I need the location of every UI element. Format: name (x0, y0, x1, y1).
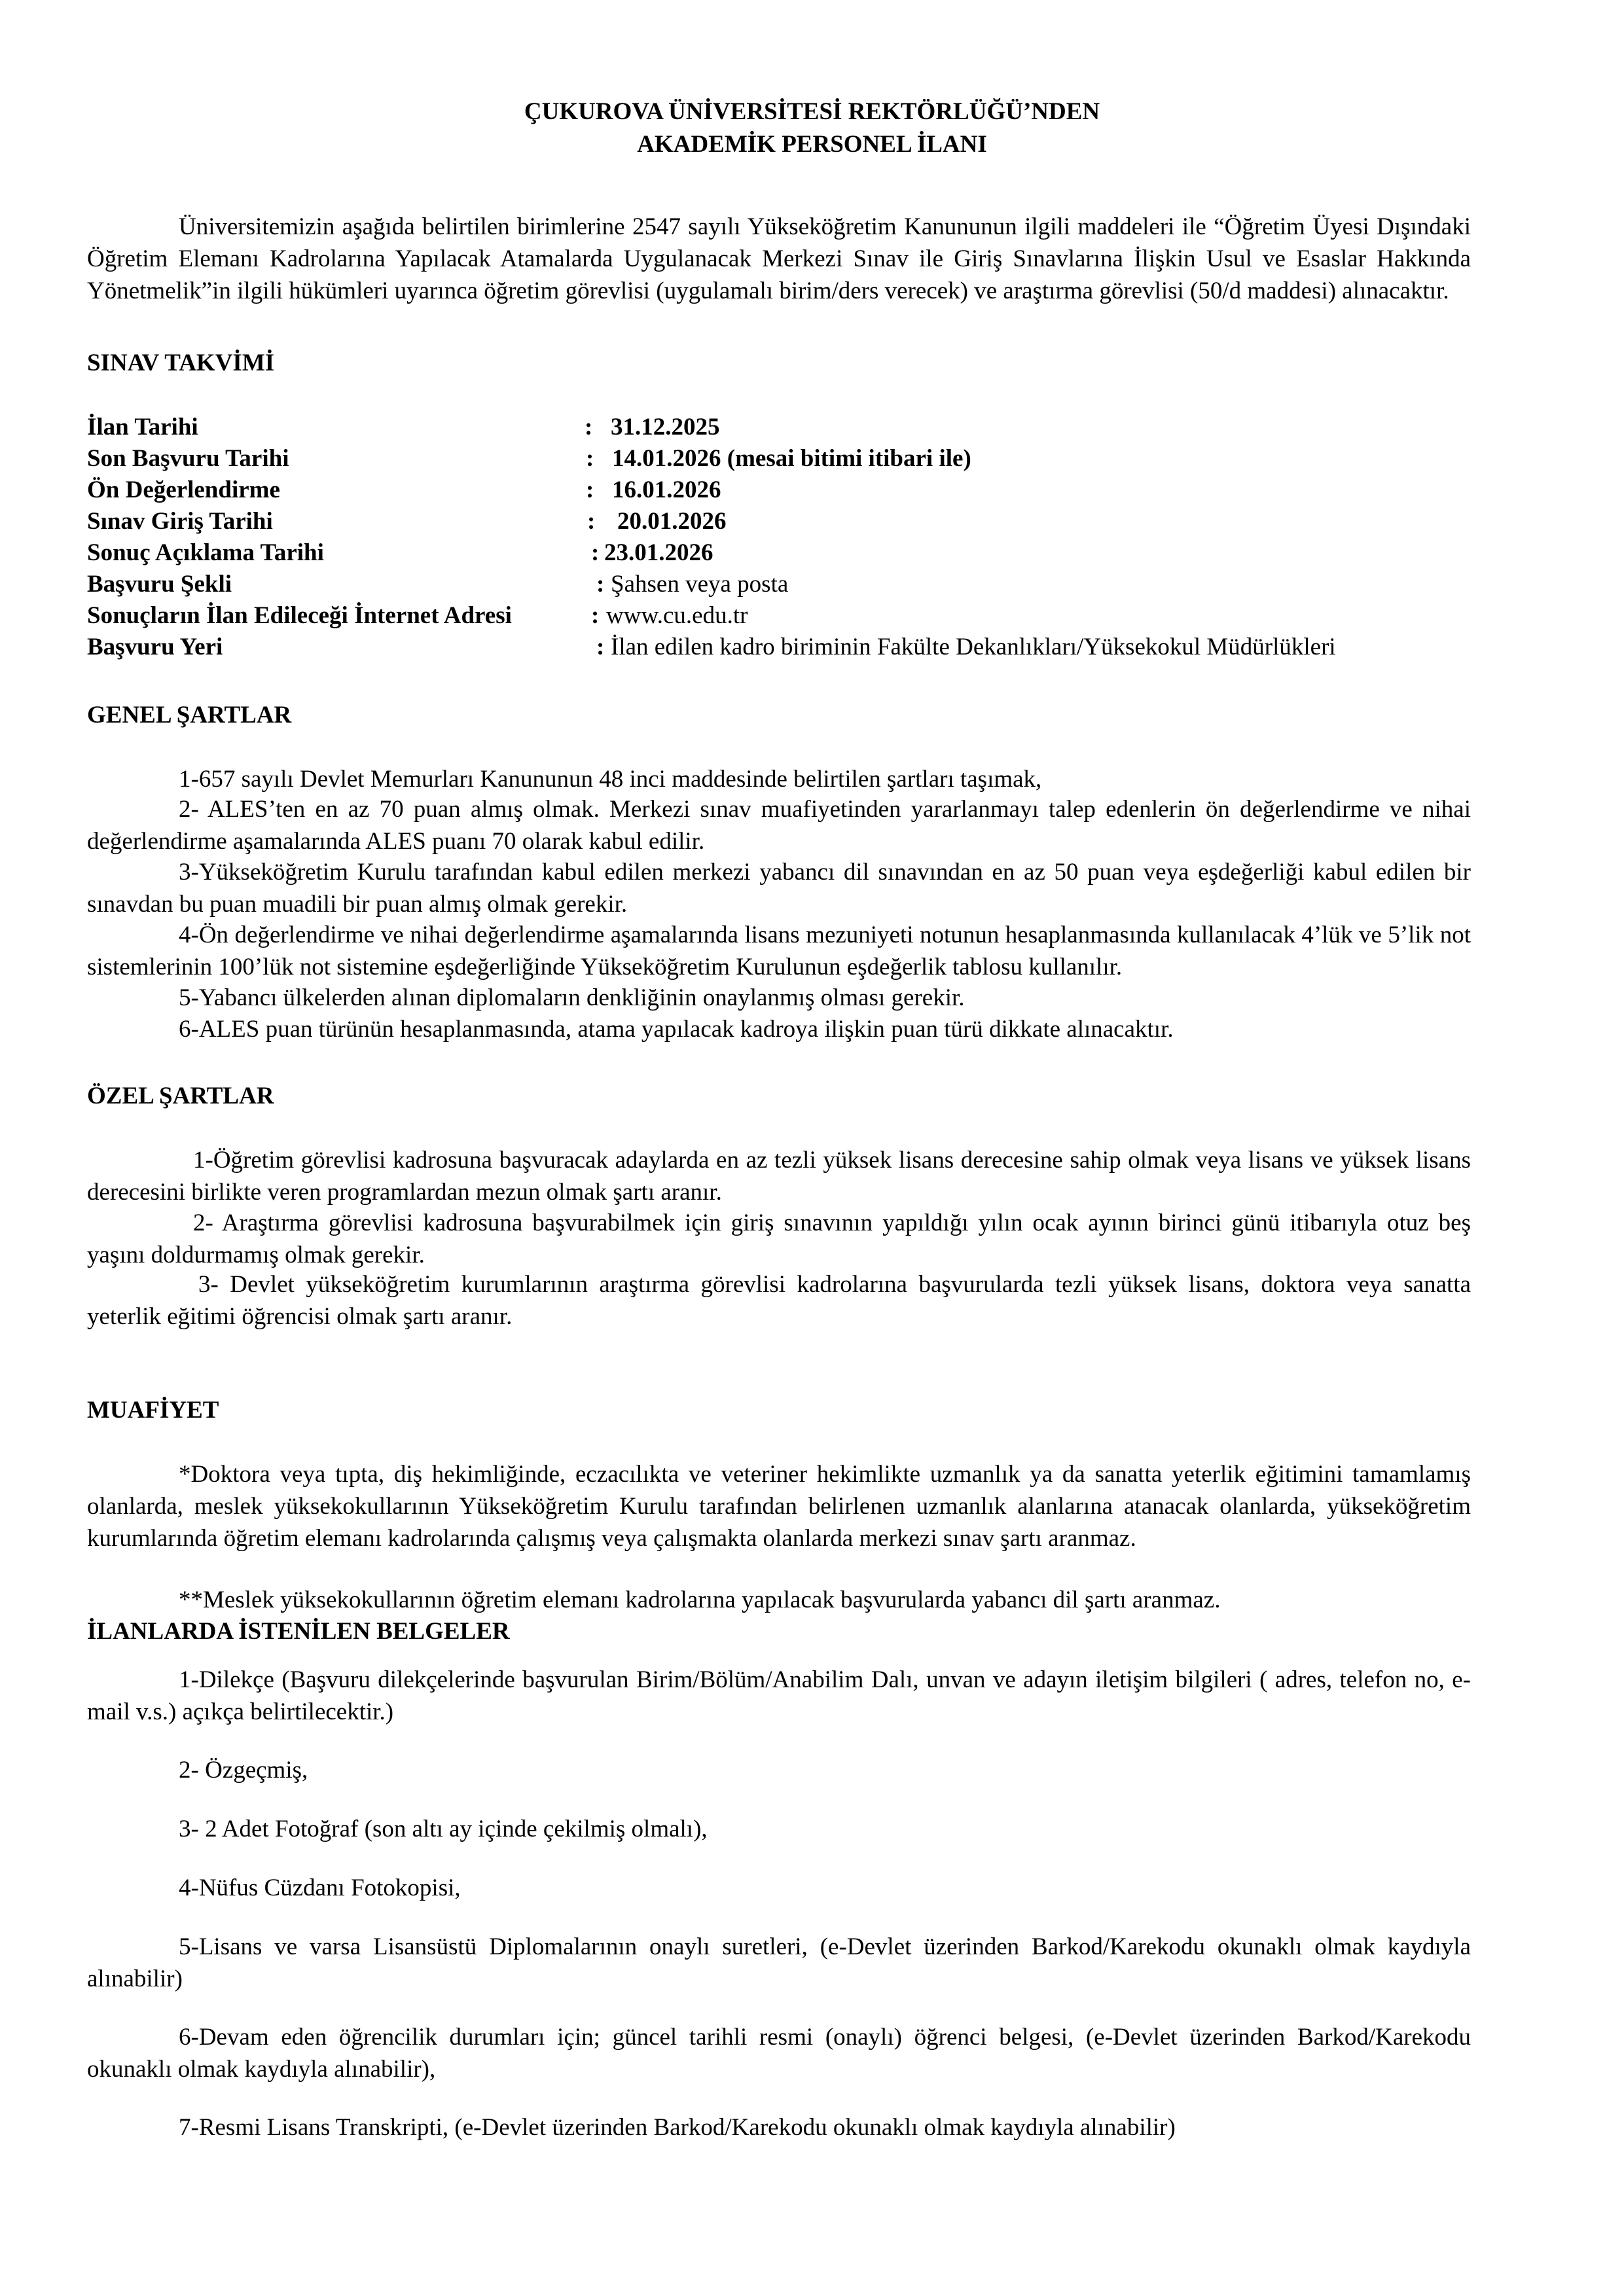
document-item: 2- Özgeçmiş, (179, 1757, 308, 1784)
general-condition-item: 2- ALES’ten en az 70 puan almış olmak. Merkezi sınav muafiyetinden yararlanmayı talep edenlerin ön değerlendirme ve nihai değerlendirme aşamalarında ALES puanı 70 olarak kabul edilir. (87, 796, 1471, 855)
calendar-value: İlan edilen kadro biriminin Fakülte Dekanlıkları/Yüksekokul Müdürlükleri (611, 634, 1336, 660)
calendar-value: 20.01.2026 (617, 508, 727, 535)
general-condition-item: 5-Yabancı ülkelerden alınan diplomaların denkliğinin onaylanmış olması gerekir. (179, 984, 965, 1011)
calendar-separator: : (591, 539, 600, 566)
page-title-line2: AKADEMİK PERSONEL İLANI (637, 131, 987, 158)
calendar-separator: : (596, 634, 605, 660)
general-conditions-heading: GENEL ŞARTLAR (87, 702, 292, 728)
calendar-value: 14.01.2026 (mesai bitimi itibari ile) (612, 445, 971, 472)
intro-paragraph: Üniversitemizin aşağıda belirtilen birimlerine 2547 sayılı Yükseköğretim Kanununun ilgili maddeleri ile “Öğretim Üyesi Dışındaki Öğretim Elemanı Kadrolarına Yapılacak Atamalarda Uygulanacak Merkezi Sınav ile Giriş Sınavlarına İlişkin Usul ve Esaslar Hakkında Yönetmelik”in ilgili hükümleri uyarınca öğretim görevlisi (uygulamalı birim/ders verecek) ve araştırma görevlisi (50/d maddesi) alınacaktır. (87, 213, 1471, 304)
special-condition-item: 2- Araştırma görevlisi kadrosuna başvurabilmek için giriş sınavının yapıldığı yılın ocak ayının birinci günü itibarıyla otuz beş yaşını doldurmamış olmak gerekir. (87, 1210, 1471, 1268)
document-item: 4-Nüfus Cüzdanı Fotokopisi, (179, 1874, 461, 1901)
exemption-heading: MUAFİYET (87, 1397, 219, 1424)
exemption-item: *Doktora veya tıpta, diş hekimliğinde, eczacılıkta ve veteriner hekimlikte uzmanlık ya da sanatta yeterlik eğitimini tamamlamış olanlarda, meslek yüksekokullarının Yükseköğretim Kurulu tarafından belirlenen uzmanlık alanlarına atanacak olanlarda, yükseköğretim kurumlarında öğretim elemanı kadrolarında çalışmış veya çalışmakta olanlarda merkezi sınav şartı aranmaz. (87, 1461, 1471, 1552)
calendar-label: Son Başvuru Tarihi (87, 445, 289, 472)
calendar-label: Başvuru Yeri (87, 634, 223, 660)
page-title-line1: ÇUKUROVA ÜNİVERSİTESİ REKTÖRLÜĞÜ’NDEN (524, 98, 1100, 125)
calendar-value: 23.01.2026 (604, 539, 713, 566)
calendar-separator: : (585, 414, 593, 440)
calendar-value: Şahsen veya posta (611, 571, 789, 598)
document-item: 6-Devam eden öğrencilik durumları için; güncel tarihli resmi (onaylı) öğrenci belgesi, (e-Devlet üzerinden Barkod/Karekodu okunaklı olmak kaydıyla alınabilir), (87, 2024, 1471, 2083)
calendar-value: 31.12.2025 (611, 414, 720, 440)
documents-heading: İLANLARDA İSTENİLEN BELGELER (87, 1618, 510, 1645)
calendar-value: www.cu.edu.tr (606, 602, 748, 629)
special-conditions-heading: ÖZEL ŞARTLAR (87, 1083, 274, 1109)
special-condition-item: 1-Öğretim görevlisi kadrosuna başvuracak adaylarda en az tezli yüksek lisans derecesine sahip olmak veya lisans ve yüksek lisans derecesini birlikte veren programlardan mezun olmak şartı aranır. (87, 1147, 1471, 1206)
general-condition-item: 1-657 sayılı Devlet Memurları Kanununun 48 inci maddesinde belirtilen şartları taşımak, (179, 766, 1042, 793)
document-item: 1-Dilekçe (Başvuru dilekçelerinde başvurulan Birim/Bölüm/Anabilim Dalı, unvan ve adayın iletişim bilgileri ( adres, telefon no, e-mail v.s.) açıkça belirtilecektir.) (87, 1666, 1471, 1725)
calendar-separator: : (586, 476, 594, 503)
special-condition-item: 3- Devlet yükseköğretim kurumlarının araştırma görevlisi kadrolarına başvurularda tezli yüksek lisans, doktora veya sanatta yeterlik eğitimi öğrencisi olmak şartı aranır. (87, 1271, 1471, 1330)
general-condition-item: 3-Yükseköğretim Kurulu tarafından kabul edilen merkezi yabancı dil sınavından en az 50 puan veya eşdeğerliği kabul edilen bir sınavdan bu puan muadili bir puan almış olmak gerekir. (87, 859, 1471, 918)
calendar-label: Sınav Giriş Tarihi (87, 508, 273, 535)
calendar-value: 16.01.2026 (612, 476, 721, 503)
document-item: 5-Lisans ve varsa Lisansüstü Diplomalarının onaylı suretleri, (e-Devlet üzerinden Barkod/Karekodu okunaklı olmak kaydıyla alınabilir) (87, 1933, 1471, 1992)
document-item: 3- 2 Adet Fotoğraf (son altı ay içinde çekilmiş olmalı), (179, 1816, 708, 1842)
calendar-label: Sonuçların İlan Edileceği İnternet Adresi (87, 602, 512, 629)
calendar-separator: : (591, 602, 600, 629)
general-condition-item: 6-ALES puan türünün hesaplanmasında, atama yapılacak kadroya ilişkin puan türü dikkate alınacaktır. (179, 1016, 1174, 1043)
calendar-separator: : (586, 445, 594, 472)
calendar-label: İlan Tarihi (87, 414, 198, 440)
calendar-label: Sonuç Açıklama Tarihi (87, 539, 324, 566)
calendar-separator: : (587, 508, 596, 535)
general-condition-item: 4-Ön değerlendirme ve nihai değerlendirme aşamalarında lisans mezuniyeti notunun hesaplanmasında kullanılacak 4’lük ve 5’lik not sistemlerinin 100’lük not sistemine eşdeğerliğinde Yükseköğretim Kurulunun eşdeğerlik tablosu kullanılır. (87, 922, 1471, 980)
calendar-heading: SINAV TAKVİMİ (87, 350, 275, 376)
calendar-label: Ön Değerlendirme (87, 476, 280, 503)
calendar-separator: : (596, 571, 605, 598)
calendar-label: Başvuru Şekli (87, 571, 232, 598)
document-item: 7-Resmi Lisans Transkripti, (e-Devlet üzerinden Barkod/Karekodu okunaklı olmak kaydıyla alınabilir) (179, 2114, 1176, 2141)
exemption-item: **Meslek yüksekokullarının öğretim elemanı kadrolarına yapılacak başvurularda yabancı dil şartı aranmaz. (179, 1587, 1221, 1613)
